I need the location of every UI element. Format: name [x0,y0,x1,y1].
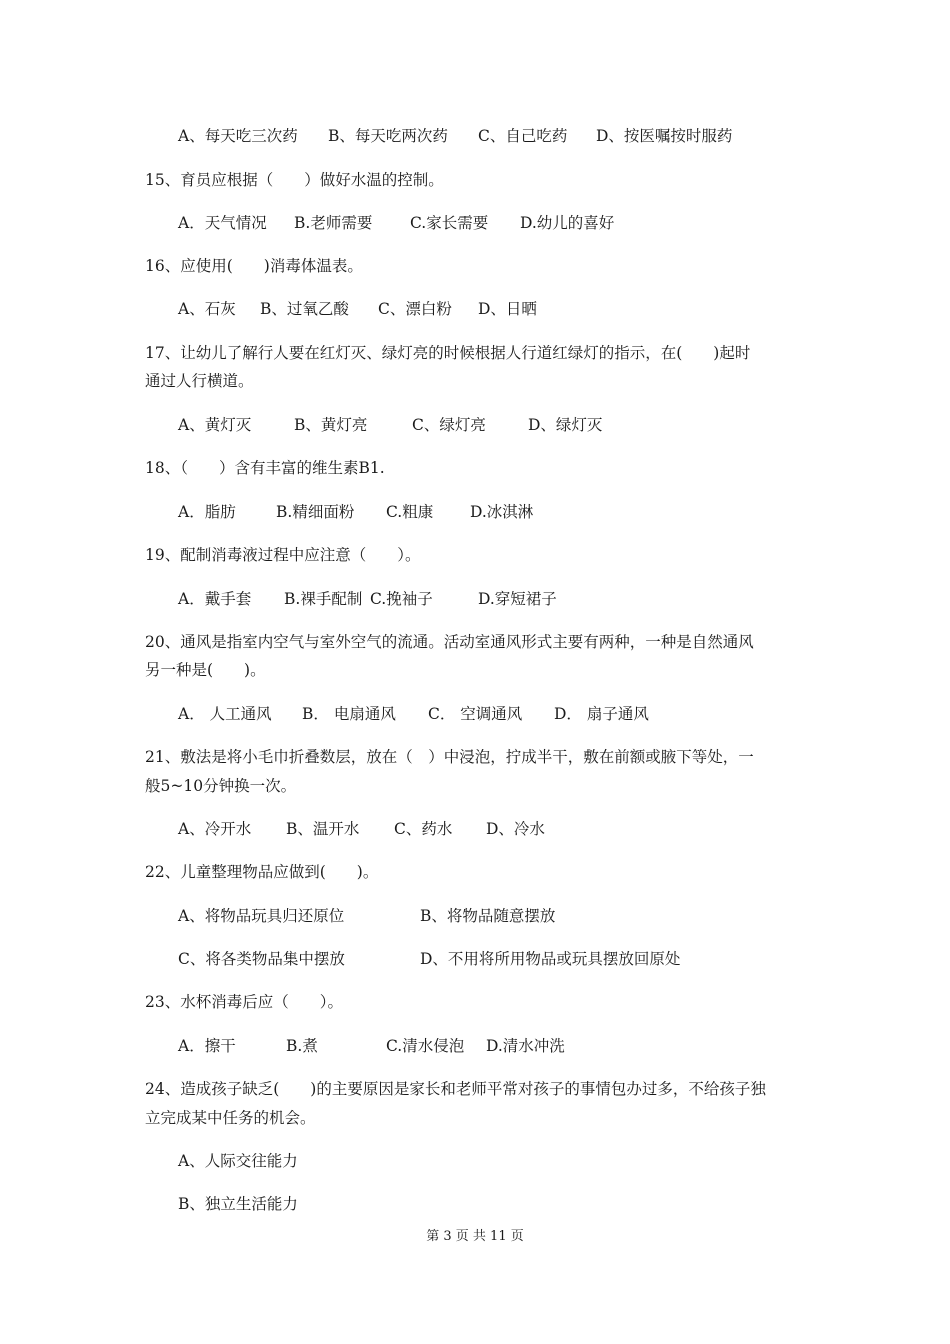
q23-option-a: A．擦干 [178,1037,236,1055]
q21-stem-line1: 21、敷法是将小毛巾折叠数层，放在（ ）中浸泡，拧成半干，敷在前额或腋下等处，一 [145,748,754,766]
q18-option-c: C.粗康 [386,503,434,521]
q24-option-b: B、独立生活能力 [178,1195,298,1213]
q20-stem-line1: 20、通风是指室内空气与室外空气的流通。活动室通风形式主要有两种，一种是自然通风 [145,633,754,651]
q21-option-b: B、温开水 [286,820,360,838]
q17-option-b: B、黄灯亮 [294,416,368,434]
q15-stem: 15、育员应根据（ ）做好水温的控制。 [145,171,444,189]
q17-stem-line1: 17、让幼儿了解行人要在红灯灭、绿灯亮的时候根据人行道红绿灯的指示，在( )起时 [145,344,751,362]
q23-option-b: B.煮 [286,1037,318,1055]
q22-option-c: C、将各类物品集中摆放 [178,950,345,968]
q19-option-c: C.挽袖子 [370,590,433,608]
q18-option-a: A．脂肪 [178,503,236,521]
q15-option-c: C.家长需要 [410,214,489,232]
q20-stem-line2: 另一种是( )。 [145,661,266,679]
q16-option-b: B、过氧乙酸 [260,300,349,318]
q24-stem-line1: 24、造成孩子缺乏( )的主要原因是家长和老师平常对孩子的事情包办过多，不给孩子独 [145,1080,766,1098]
q24-option-a: A、人际交往能力 [178,1152,298,1170]
q19-option-d: D.穿短裙子 [478,590,557,608]
q14-option-a: A、每天吃三次药 [178,127,298,145]
q20-option-c: C． 空调通风 [428,705,523,723]
q18-option-b: B.精细面粉 [276,503,355,521]
q19-stem: 19、配制消毒液过程中应注意（ ）。 [145,546,421,564]
q20-option-b: B． 电扇通风 [302,705,396,723]
q21-option-a: A、冷开水 [178,820,252,838]
q23-option-c: C.清水侵泡 [386,1037,465,1055]
q21-option-c: C、药水 [394,820,453,838]
q14-option-b: B、每天吃两次药 [328,127,448,145]
q17-option-d: D、绿灯灭 [528,416,603,434]
page-footer: 第 3 页 共 11 页 [426,1229,524,1244]
q17-stem-line2: 通过人行横道。 [145,372,254,390]
q22-stem: 22、儿童整理物品应做到( )。 [145,863,379,881]
q19-option-a: A．戴手套 [178,590,252,608]
q21-stem-line2: 般5~10分钟换一次。 [145,777,297,795]
q15-option-b: B.老师需要 [294,214,373,232]
q22-option-d: D、不用将所用物品或玩具摆放回原处 [420,950,681,968]
q20-option-d: D． 扇子通风 [554,705,649,723]
q21-option-d: D、冷水 [486,820,545,838]
q23-stem: 23、水杯消毒后应（ ）。 [145,993,343,1011]
q22-option-a: A、将物品玩具归还原位 [178,907,345,925]
q14-option-c: C、自己吃药 [478,127,568,145]
q22-option-b: B、将物品随意摆放 [420,907,556,925]
q14-option-d: D、按医嘱按时服药 [596,127,733,145]
q24-stem-line2: 立完成某中任务的机会。 [145,1109,316,1127]
q15-option-a: A．天气情况 [178,214,267,232]
q18-stem: 18、（ ）含有丰富的维生素B1. [145,459,385,477]
q18-option-d: D.冰淇淋 [470,503,534,521]
q16-stem: 16、应使用( )消毒体温表。 [145,257,363,275]
q16-option-c: C、漂白粉 [378,300,452,318]
q23-option-d: D.清水冲洗 [486,1037,565,1055]
q17-option-a: A、黄灯灭 [178,416,252,434]
q17-option-c: C、绿灯亮 [412,416,486,434]
q15-option-d: D.幼儿的喜好 [520,214,615,232]
q16-option-d: D、日晒 [478,300,537,318]
q20-option-a: A． 人工通风 [178,705,272,723]
q19-option-b: B.裸手配制 [284,590,363,608]
q16-option-a: A、石灰 [178,300,236,318]
